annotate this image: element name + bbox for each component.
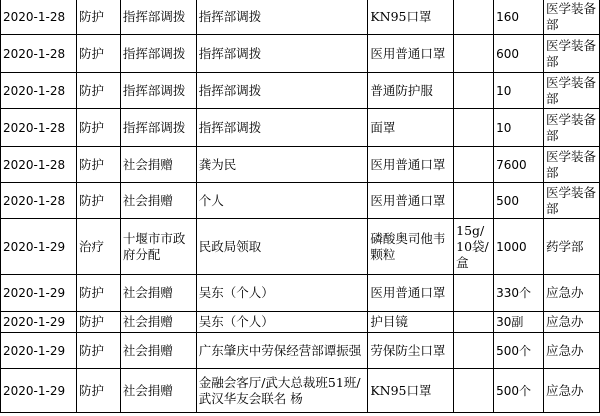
cell-donor: 吴东（个人） bbox=[196, 312, 368, 333]
cell-donor: 民政局领取 bbox=[196, 219, 368, 275]
cell-category: 防护 bbox=[76, 147, 120, 183]
cell-category: 防护 bbox=[76, 275, 120, 312]
cell-source: 十堰市市政府分配 bbox=[120, 219, 196, 275]
cell-quantity: 500 bbox=[494, 183, 544, 219]
cell-donor: 指挥部调拨 bbox=[196, 35, 368, 73]
table-row bbox=[1, 109, 600, 147]
table-row bbox=[1, 35, 600, 73]
cell-category: 治疗 bbox=[76, 219, 120, 275]
cell-date: 2020-1-29 bbox=[1, 312, 77, 333]
cell-department: 应急办 bbox=[544, 333, 600, 369]
cell-donor: 指挥部调拨 bbox=[196, 73, 368, 109]
cell-item: 医用普通口罩 bbox=[368, 35, 454, 73]
cell-quantity: 600 bbox=[494, 35, 544, 73]
cell-item: 护目镜 bbox=[368, 312, 454, 333]
cell-category: 防护 bbox=[76, 35, 120, 73]
cell-item: 医用普通口罩 bbox=[368, 147, 454, 183]
cell-spec bbox=[454, 183, 494, 219]
cell-category: 防护 bbox=[76, 333, 120, 369]
cell-category: 防护 bbox=[76, 109, 120, 147]
table-row bbox=[1, 219, 600, 275]
cell-department: 应急办 bbox=[544, 275, 600, 312]
cell-date: 2020-1-28 bbox=[1, 73, 77, 109]
cell-category: 防护 bbox=[76, 369, 120, 413]
cell-date: 2020-1-28 bbox=[1, 0, 77, 35]
cell-date: 2020-1-29 bbox=[1, 333, 77, 369]
cell-donor: 指挥部调拨 bbox=[196, 109, 368, 147]
cell-category: 防护 bbox=[76, 312, 120, 333]
cell-category: 防护 bbox=[76, 0, 120, 35]
cell-item: 普通防护服 bbox=[368, 73, 454, 109]
cell-source: 指挥部调拨 bbox=[120, 0, 196, 35]
cell-spec bbox=[454, 312, 494, 333]
cell-quantity: 10 bbox=[494, 73, 544, 109]
cell-spec bbox=[454, 275, 494, 312]
cell-department: 医学装备部 bbox=[544, 35, 600, 73]
cell-department: 应急办 bbox=[544, 312, 600, 333]
cell-department: 医学装备部 bbox=[544, 147, 600, 183]
cell-item: KN95口罩 bbox=[368, 369, 454, 413]
cell-spec: 15g/10袋/盒 bbox=[454, 219, 494, 275]
table-row bbox=[1, 73, 600, 109]
cell-quantity: 500个 bbox=[494, 333, 544, 369]
cell-donor: 吴东（个人） bbox=[196, 275, 368, 312]
cell-donor: 广东肇庆中劳保经营部谭振强 bbox=[196, 333, 368, 369]
cell-donor: 龚为民 bbox=[196, 147, 368, 183]
cell-date: 2020-1-29 bbox=[1, 369, 77, 413]
cell-spec bbox=[454, 109, 494, 147]
cell-quantity: 1000 bbox=[494, 219, 544, 275]
cell-department: 应急办 bbox=[544, 369, 600, 413]
cell-donor: 金融会客厅/武大总裁班51班/武汉华友会联名 杨 bbox=[196, 369, 368, 413]
cell-source: 社会捐赠 bbox=[120, 369, 196, 413]
cell-department: 医学装备部 bbox=[544, 183, 600, 219]
table-row bbox=[1, 183, 600, 219]
cell-date: 2020-1-28 bbox=[1, 183, 77, 219]
cell-date: 2020-1-28 bbox=[1, 35, 77, 73]
table-row bbox=[1, 275, 600, 312]
cell-department: 药学部 bbox=[544, 219, 600, 275]
cell-spec bbox=[454, 73, 494, 109]
cell-date: 2020-1-28 bbox=[1, 147, 77, 183]
table-row bbox=[1, 312, 600, 333]
cell-quantity: 160 bbox=[494, 0, 544, 35]
cell-date: 2020-1-29 bbox=[1, 219, 77, 275]
cell-quantity: 7600 bbox=[494, 147, 544, 183]
cell-donor: 指挥部调拨 bbox=[196, 0, 368, 35]
cell-source: 社会捐赠 bbox=[120, 275, 196, 312]
cell-source: 指挥部调拨 bbox=[120, 109, 196, 147]
cell-department: 医学装备部 bbox=[544, 0, 600, 35]
cell-spec bbox=[454, 0, 494, 35]
table-row bbox=[1, 0, 600, 35]
table-row bbox=[1, 147, 600, 183]
cell-source: 社会捐赠 bbox=[120, 333, 196, 369]
cell-quantity: 10 bbox=[494, 109, 544, 147]
cell-spec bbox=[454, 333, 494, 369]
table-body bbox=[1, 0, 600, 413]
cell-date: 2020-1-29 bbox=[1, 275, 77, 312]
cell-item: 劳保防尘口罩 bbox=[368, 333, 454, 369]
cell-department: 医学装备部 bbox=[544, 109, 600, 147]
cell-item: 医用普通口罩 bbox=[368, 183, 454, 219]
cell-category: 防护 bbox=[76, 73, 120, 109]
cell-date: 2020-1-28 bbox=[1, 109, 77, 147]
cell-quantity: 330个 bbox=[494, 275, 544, 312]
cell-spec bbox=[454, 35, 494, 73]
cell-source: 社会捐赠 bbox=[120, 183, 196, 219]
cell-source: 社会捐赠 bbox=[120, 147, 196, 183]
cell-quantity: 30副 bbox=[494, 312, 544, 333]
cell-item: 面罩 bbox=[368, 109, 454, 147]
cell-donor: 个人 bbox=[196, 183, 368, 219]
cell-item: 磷酸奥司他韦颗粒 bbox=[368, 219, 454, 275]
cell-department: 医学装备部 bbox=[544, 73, 600, 109]
cell-source: 指挥部调拨 bbox=[120, 73, 196, 109]
cell-source: 社会捐赠 bbox=[120, 312, 196, 333]
cell-spec bbox=[454, 147, 494, 183]
cell-category: 防护 bbox=[76, 183, 120, 219]
cell-spec bbox=[454, 369, 494, 413]
cell-source: 指挥部调拨 bbox=[120, 35, 196, 73]
table-row bbox=[1, 333, 600, 369]
cell-quantity: 500个 bbox=[494, 369, 544, 413]
cell-item: 医用普通口罩 bbox=[368, 275, 454, 312]
table-row bbox=[1, 369, 600, 413]
cell-item: KN95口罩 bbox=[368, 0, 454, 35]
